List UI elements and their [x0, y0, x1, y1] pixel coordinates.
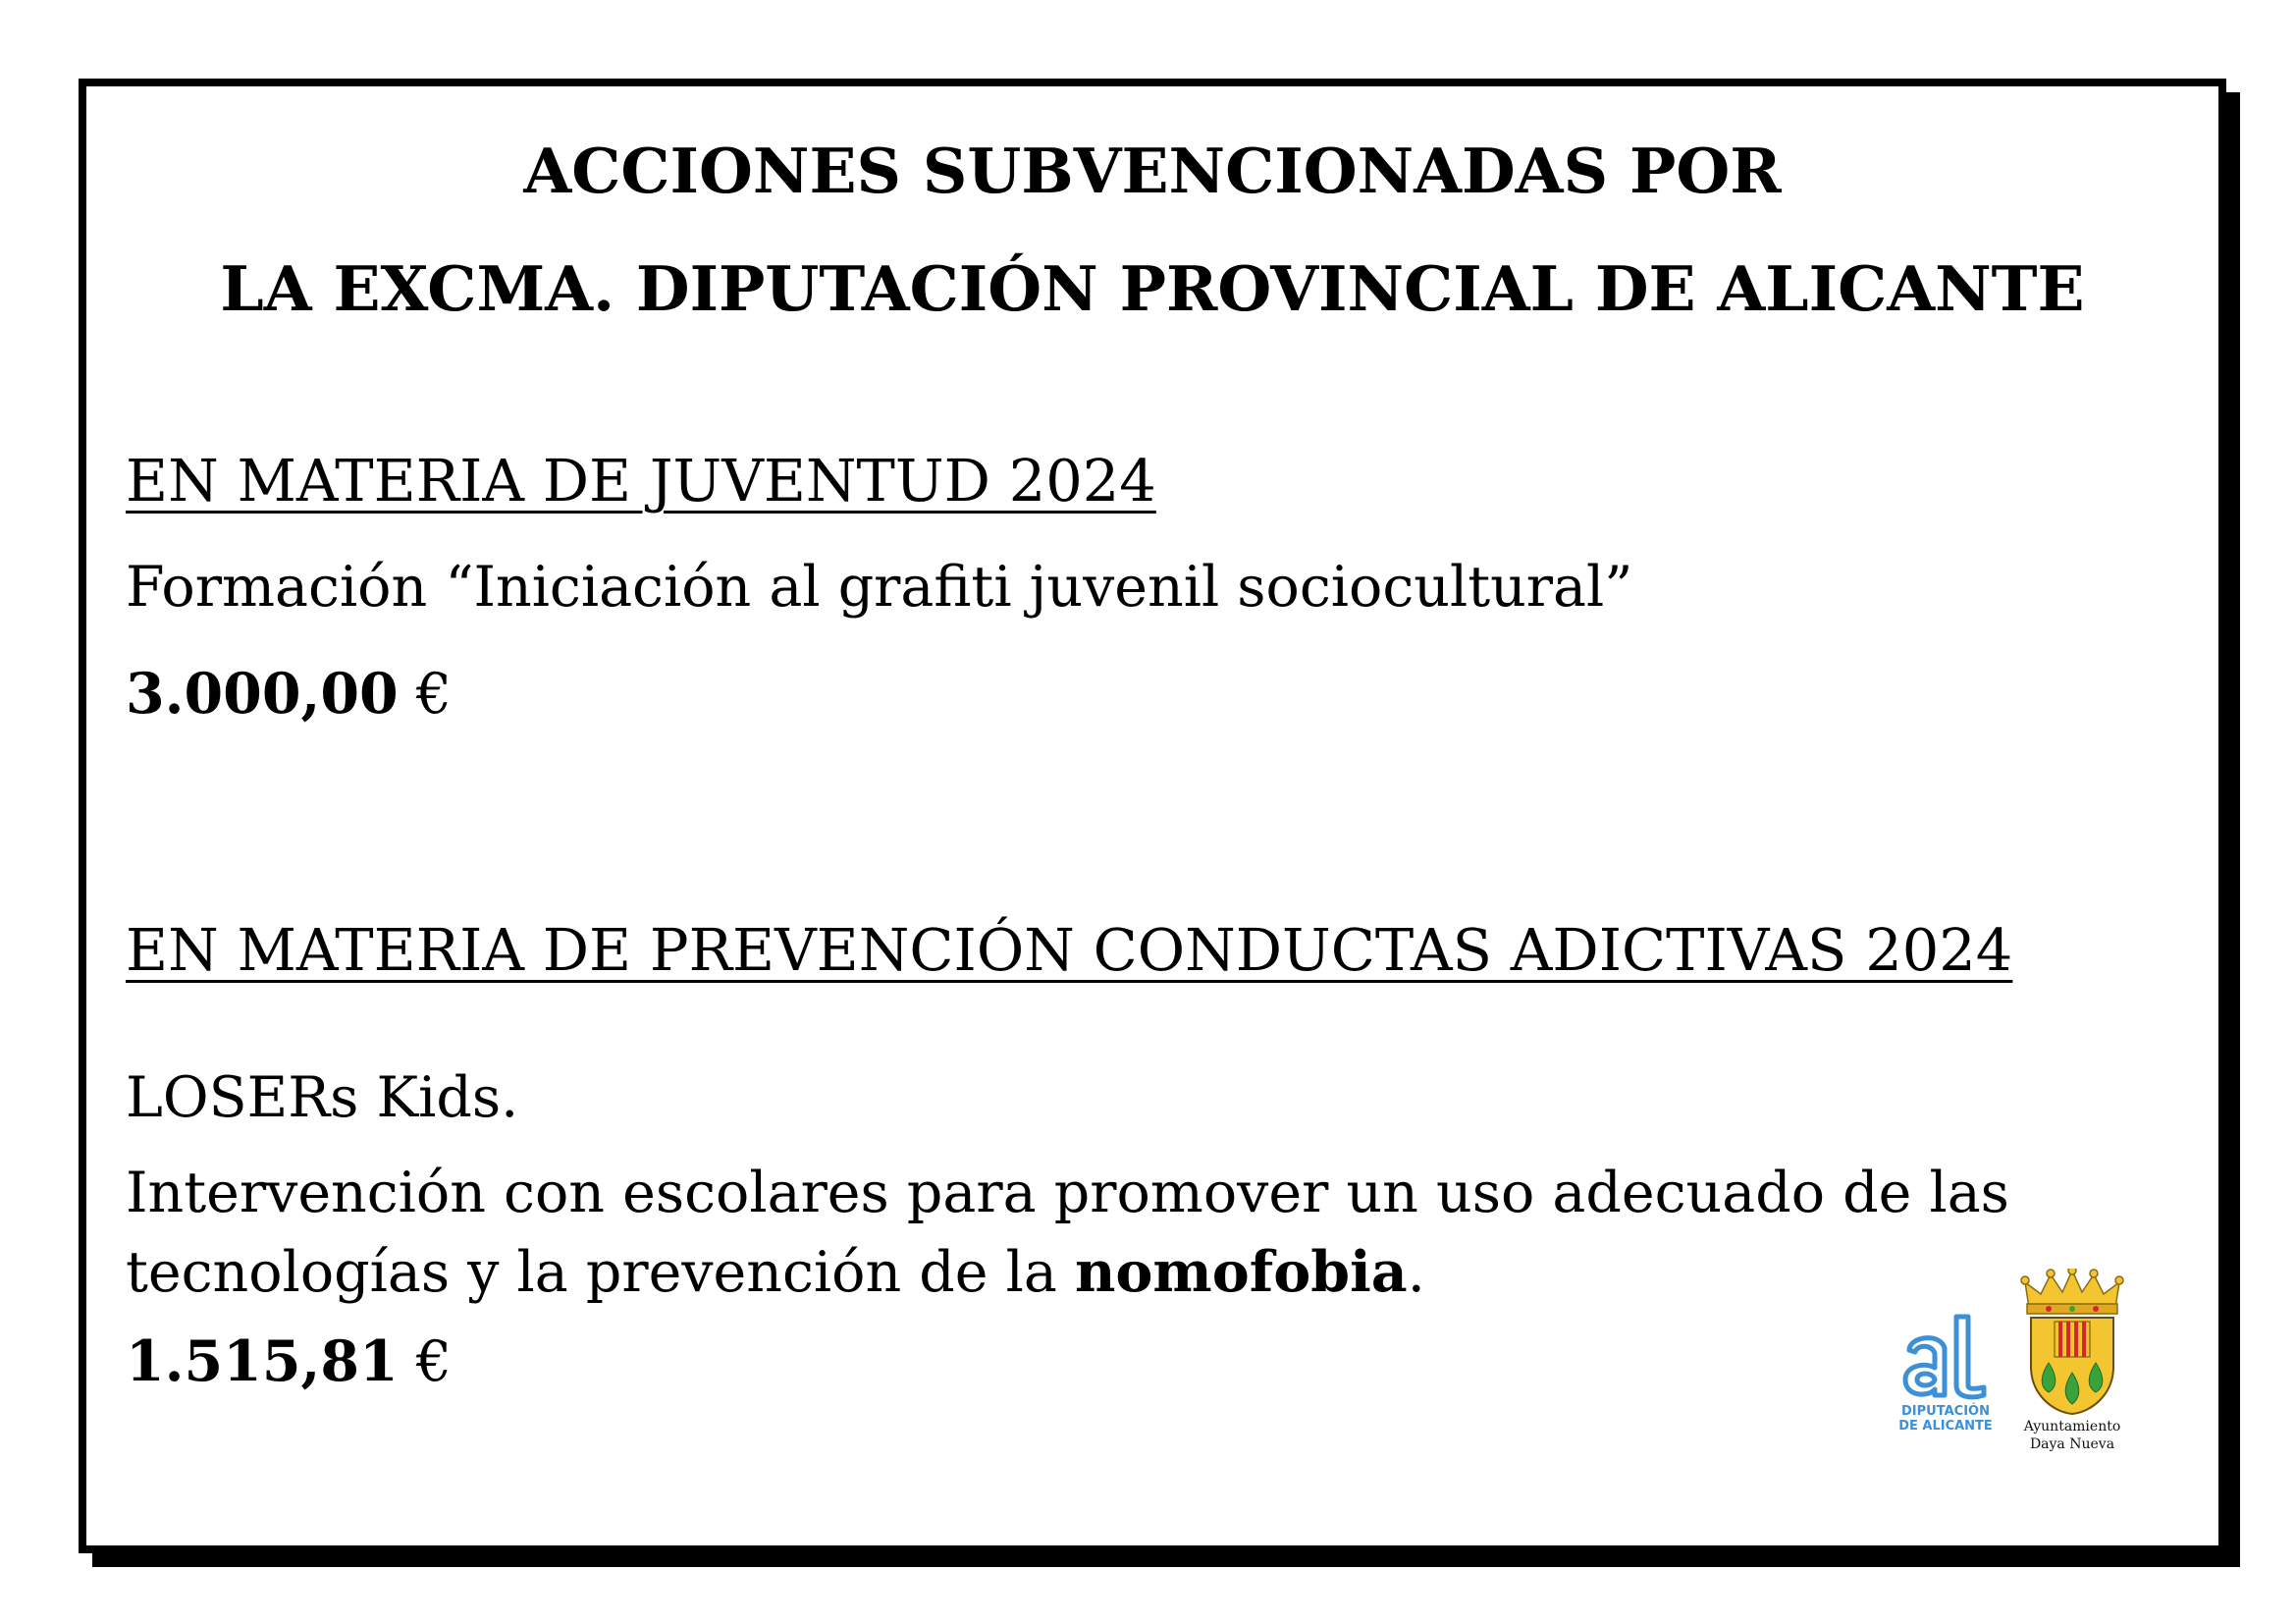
amount-currency: € — [398, 662, 453, 727]
description-suffix: . — [1407, 1240, 1425, 1305]
ayuntamiento-caption-line-2: Daya Nueva — [2029, 1436, 2115, 1452]
amount-value: 1.515,81 — [126, 1328, 399, 1394]
coat-of-arms-icon — [2015, 1269, 2129, 1416]
title-line-2: LA EXCMA. DIPUTACIÓN PROVINCIAL DE ALICANTE — [220, 252, 2085, 325]
title-line-1: ACCIONES SUBVENCIONADAS POR — [523, 135, 1782, 207]
section-description-line-1: Intervención con escolares para promover un uso adecuado de las — [126, 1161, 2009, 1225]
diputacion-alicante-logo — [1888, 1311, 2003, 1448]
ayuntamiento-daya-nueva-logo — [2011, 1269, 2133, 1465]
amount-currency: € — [398, 1329, 453, 1394]
ayuntamiento-caption-line-1: Ayuntamiento — [2023, 1419, 2121, 1435]
amount-prevencion — [126, 1328, 453, 1394]
diputacion-caption-line-2: DE ALICANTE — [1898, 1419, 1993, 1434]
diputacion-caption-line-1: DIPUTACIÓN — [1901, 1404, 1990, 1419]
section-description-juventud: Formación “Iniciación al grafiti juvenil sociocultural” — [126, 555, 1633, 620]
amount-juventud — [126, 661, 453, 727]
amount-value: 3.000,00 — [126, 661, 399, 727]
description-prefix: tecnologías y la prevención de la — [126, 1240, 1075, 1305]
diputacion-logo-mark — [1896, 1311, 1994, 1401]
description-highlight: nomofobia — [1074, 1239, 1408, 1305]
section-heading-prevencion: EN MATERIA DE PREVENCIÓN CONDUCTAS ADICTIVAS 2024 — [126, 916, 2013, 984]
program-name: LOSERs Kids. — [126, 1065, 519, 1130]
section-heading-juventud: EN MATERIA DE JUVENTUD 2024 — [126, 447, 1156, 514]
section-description-line-2 — [126, 1239, 1425, 1305]
